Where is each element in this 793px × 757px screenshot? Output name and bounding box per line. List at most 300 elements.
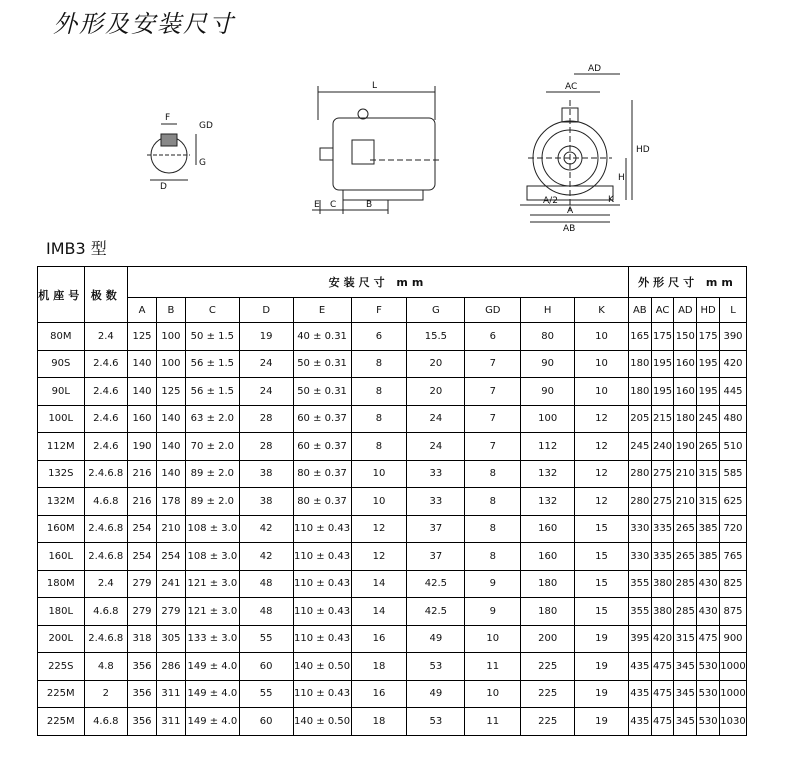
cell-hd: 530 <box>697 653 720 681</box>
cell-ab: 435 <box>628 653 651 681</box>
cell-l: 900 <box>720 625 747 653</box>
cell-hd: 385 <box>697 515 720 543</box>
cell-b: 178 <box>156 488 185 516</box>
cell-hd: 315 <box>697 460 720 488</box>
table-row <box>38 543 747 571</box>
cell-d: 60 <box>239 708 293 736</box>
cell-a: 279 <box>128 570 157 598</box>
cell-l: 585 <box>720 460 747 488</box>
table-row <box>38 515 747 543</box>
cell-h: 112 <box>521 433 575 461</box>
dimension-table <box>37 266 747 736</box>
cell-c: 108 ± 3.0 <box>185 515 239 543</box>
cell-a: 140 <box>128 378 157 406</box>
cell-l: 1030 <box>720 708 747 736</box>
cell-ad: 160 <box>674 378 697 406</box>
table-row <box>38 708 747 736</box>
cell-poles: 2.4.6.8 <box>84 460 127 488</box>
cell-e: 110 ± 0.43 <box>293 543 351 571</box>
cell-k: 19 <box>575 680 629 708</box>
table-subtitle: IMB3 型 <box>46 239 107 258</box>
motor-front-view <box>520 74 632 222</box>
cell-hd: 265 <box>697 433 720 461</box>
col-header-g: G <box>407 298 465 323</box>
cell-d: 24 <box>239 378 293 406</box>
cell-gd: 8 <box>465 543 521 571</box>
cell-frame: 180L <box>38 598 85 626</box>
cell-ad: 210 <box>674 460 697 488</box>
cell-ac: 380 <box>651 598 674 626</box>
cell-hd: 430 <box>697 598 720 626</box>
cell-k: 15 <box>575 598 629 626</box>
col-group-outline: 外形尺寸 mm <box>628 267 746 298</box>
cell-ad: 150 <box>674 323 697 351</box>
cell-frame: 160L <box>38 543 85 571</box>
cell-ad: 265 <box>674 543 697 571</box>
cell-f: 8 <box>351 350 407 378</box>
cell-gd: 7 <box>465 433 521 461</box>
cell-l: 875 <box>720 598 747 626</box>
cell-a: 318 <box>128 625 157 653</box>
cell-frame: 132M <box>38 488 85 516</box>
cell-f: 14 <box>351 570 407 598</box>
cell-l: 390 <box>720 323 747 351</box>
cell-f: 12 <box>351 515 407 543</box>
cell-e: 140 ± 0.50 <box>293 708 351 736</box>
cell-ab: 280 <box>628 488 651 516</box>
cell-ad: 180 <box>674 405 697 433</box>
cell-h: 160 <box>521 515 575 543</box>
cell-ac: 335 <box>651 515 674 543</box>
cell-l: 420 <box>720 350 747 378</box>
cell-ab: 395 <box>628 625 651 653</box>
cell-k: 15 <box>575 570 629 598</box>
cell-ab: 180 <box>628 350 651 378</box>
cell-c: 89 ± 2.0 <box>185 460 239 488</box>
cell-g: 49 <box>407 625 465 653</box>
cell-f: 14 <box>351 598 407 626</box>
cell-c: 63 ± 2.0 <box>185 405 239 433</box>
cell-d: 42 <box>239 543 293 571</box>
cell-g: 37 <box>407 515 465 543</box>
cell-d: 55 <box>239 680 293 708</box>
cell-b: 140 <box>156 405 185 433</box>
cell-e: 50 ± 0.31 <box>293 378 351 406</box>
cell-h: 225 <box>521 680 575 708</box>
col-header-a: A <box>128 298 157 323</box>
cell-g: 53 <box>407 653 465 681</box>
label-g: G <box>199 158 206 168</box>
cell-ad: 345 <box>674 708 697 736</box>
table-row <box>38 625 747 653</box>
cell-c: 50 ± 1.5 <box>185 323 239 351</box>
cell-ac: 420 <box>651 625 674 653</box>
cell-b: 140 <box>156 433 185 461</box>
label-hd: HD <box>636 145 650 155</box>
cell-poles: 2.4 <box>84 570 127 598</box>
table-row <box>38 598 747 626</box>
cell-e: 110 ± 0.43 <box>293 570 351 598</box>
dimension-table-wrapper <box>37 266 747 736</box>
cell-b: 241 <box>156 570 185 598</box>
cell-ad: 285 <box>674 570 697 598</box>
label-b: B <box>366 200 373 210</box>
cell-ac: 475 <box>651 653 674 681</box>
cell-frame: 90L <box>38 378 85 406</box>
cell-b: 140 <box>156 460 185 488</box>
cell-k: 15 <box>575 543 629 571</box>
cell-e: 140 ± 0.50 <box>293 653 351 681</box>
col-header-f: F <box>351 298 407 323</box>
cell-h: 160 <box>521 543 575 571</box>
col-header-ab: AB <box>628 298 651 323</box>
cell-b: 100 <box>156 350 185 378</box>
cell-gd: 7 <box>465 405 521 433</box>
cell-ad: 345 <box>674 680 697 708</box>
cell-k: 19 <box>575 653 629 681</box>
cell-d: 38 <box>239 488 293 516</box>
cell-a: 279 <box>128 598 157 626</box>
label-k: K <box>608 195 614 205</box>
cell-d: 48 <box>239 570 293 598</box>
cell-c: 121 ± 3.0 <box>185 598 239 626</box>
col-group-install: 安装尺寸 mm <box>128 267 629 298</box>
cell-a: 356 <box>128 708 157 736</box>
cell-frame: 225M <box>38 708 85 736</box>
col-header-h: H <box>521 298 575 323</box>
cell-f: 16 <box>351 680 407 708</box>
cell-frame: 200L <box>38 625 85 653</box>
cell-e: 40 ± 0.31 <box>293 323 351 351</box>
cell-h: 132 <box>521 460 575 488</box>
cell-e: 80 ± 0.37 <box>293 460 351 488</box>
cell-gd: 8 <box>465 488 521 516</box>
col-header-e: E <box>293 298 351 323</box>
cell-d: 28 <box>239 405 293 433</box>
cell-g: 33 <box>407 460 465 488</box>
cell-gd: 8 <box>465 460 521 488</box>
label-h: H <box>618 173 625 183</box>
col-header-ad: AD <box>674 298 697 323</box>
cell-gd: 10 <box>465 680 521 708</box>
table-row <box>38 680 747 708</box>
cell-gd: 8 <box>465 515 521 543</box>
cell-h: 132 <box>521 488 575 516</box>
cell-g: 53 <box>407 708 465 736</box>
label-d: D <box>160 182 167 192</box>
cell-hd: 195 <box>697 378 720 406</box>
cell-c: 133 ± 3.0 <box>185 625 239 653</box>
cell-h: 80 <box>521 323 575 351</box>
label-f: F <box>165 113 171 123</box>
table-row <box>38 570 747 598</box>
cell-a: 356 <box>128 680 157 708</box>
cell-h: 225 <box>521 708 575 736</box>
cell-h: 200 <box>521 625 575 653</box>
cell-ab: 165 <box>628 323 651 351</box>
table-row <box>38 405 747 433</box>
cell-gd: 7 <box>465 350 521 378</box>
cell-k: 12 <box>575 488 629 516</box>
cell-k: 10 <box>575 350 629 378</box>
cell-ad: 265 <box>674 515 697 543</box>
cell-l: 825 <box>720 570 747 598</box>
cell-ad: 190 <box>674 433 697 461</box>
cell-gd: 10 <box>465 625 521 653</box>
cell-ab: 180 <box>628 378 651 406</box>
cell-poles: 2.4 <box>84 323 127 351</box>
cell-ac: 240 <box>651 433 674 461</box>
cell-g: 42.5 <box>407 598 465 626</box>
label-l: L <box>372 81 378 91</box>
cell-e: 110 ± 0.43 <box>293 680 351 708</box>
col-header-c: C <box>185 298 239 323</box>
cell-l: 625 <box>720 488 747 516</box>
cell-frame: 132S <box>38 460 85 488</box>
cell-poles: 2 <box>84 680 127 708</box>
cell-ac: 195 <box>651 378 674 406</box>
motor-drawing <box>0 0 793 240</box>
cell-c: 70 ± 2.0 <box>185 433 239 461</box>
cell-d: 19 <box>239 323 293 351</box>
cell-e: 110 ± 0.43 <box>293 515 351 543</box>
cell-hd: 475 <box>697 625 720 653</box>
cell-f: 6 <box>351 323 407 351</box>
cell-k: 12 <box>575 433 629 461</box>
cell-frame: 160M <box>38 515 85 543</box>
cell-f: 16 <box>351 625 407 653</box>
cell-frame: 180M <box>38 570 85 598</box>
cell-h: 100 <box>521 405 575 433</box>
cell-poles: 4.8 <box>84 653 127 681</box>
cell-poles: 2.4.6.8 <box>84 515 127 543</box>
col-header-d: D <box>239 298 293 323</box>
cell-c: 56 ± 1.5 <box>185 378 239 406</box>
cell-e: 80 ± 0.37 <box>293 488 351 516</box>
cell-frame: 112M <box>38 433 85 461</box>
cell-g: 24 <box>407 433 465 461</box>
table-row <box>38 323 747 351</box>
cell-ab: 435 <box>628 708 651 736</box>
table-row <box>38 378 747 406</box>
cell-k: 10 <box>575 378 629 406</box>
cell-hd: 175 <box>697 323 720 351</box>
cell-e: 60 ± 0.37 <box>293 433 351 461</box>
cell-ac: 275 <box>651 460 674 488</box>
cell-ab: 355 <box>628 570 651 598</box>
cell-poles: 2.4.6 <box>84 350 127 378</box>
cell-g: 24 <box>407 405 465 433</box>
shaft-key-section <box>147 124 196 180</box>
col-header-hd: HD <box>697 298 720 323</box>
table-row <box>38 433 747 461</box>
cell-g: 33 <box>407 488 465 516</box>
cell-e: 50 ± 0.31 <box>293 350 351 378</box>
table-row <box>38 460 747 488</box>
label-a: A <box>567 206 574 216</box>
cell-c: 89 ± 2.0 <box>185 488 239 516</box>
cell-gd: 11 <box>465 653 521 681</box>
label-ab: AB <box>563 224 576 234</box>
page-title: 外形及安装尺寸 <box>53 10 235 38</box>
cell-g: 20 <box>407 350 465 378</box>
cell-ab: 205 <box>628 405 651 433</box>
label-a-half: A/2 <box>543 196 558 206</box>
cell-poles: 2.4.6 <box>84 378 127 406</box>
cell-poles: 2.4.6 <box>84 433 127 461</box>
cell-hd: 430 <box>697 570 720 598</box>
cell-f: 10 <box>351 460 407 488</box>
cell-a: 160 <box>128 405 157 433</box>
cell-gd: 6 <box>465 323 521 351</box>
cell-poles: 2.4.6.8 <box>84 625 127 653</box>
cell-poles: 2.4.6 <box>84 405 127 433</box>
col-header-gd: GD <box>465 298 521 323</box>
cell-a: 254 <box>128 543 157 571</box>
cell-b: 125 <box>156 378 185 406</box>
cell-ad: 345 <box>674 653 697 681</box>
cell-b: 286 <box>156 653 185 681</box>
cell-l: 1000 <box>720 680 747 708</box>
cell-frame: 80M <box>38 323 85 351</box>
cell-d: 38 <box>239 460 293 488</box>
cell-d: 42 <box>239 515 293 543</box>
col-header-b: B <box>156 298 185 323</box>
label-ac: AC <box>565 82 578 92</box>
cell-ab: 355 <box>628 598 651 626</box>
cell-f: 18 <box>351 653 407 681</box>
cell-c: 121 ± 3.0 <box>185 570 239 598</box>
cell-b: 279 <box>156 598 185 626</box>
cell-ad: 160 <box>674 350 697 378</box>
cell-g: 37 <box>407 543 465 571</box>
cell-h: 90 <box>521 350 575 378</box>
cell-h: 90 <box>521 378 575 406</box>
cell-a: 190 <box>128 433 157 461</box>
cell-gd: 11 <box>465 708 521 736</box>
cell-ac: 475 <box>651 680 674 708</box>
cell-ac: 195 <box>651 350 674 378</box>
cell-a: 356 <box>128 653 157 681</box>
cell-hd: 385 <box>697 543 720 571</box>
label-c: C <box>330 200 337 210</box>
cell-c: 108 ± 3.0 <box>185 543 239 571</box>
cell-frame: 90S <box>38 350 85 378</box>
cell-d: 55 <box>239 625 293 653</box>
cell-g: 42.5 <box>407 570 465 598</box>
cell-g: 20 <box>407 378 465 406</box>
cell-g: 15.5 <box>407 323 465 351</box>
cell-d: 24 <box>239 350 293 378</box>
cell-b: 254 <box>156 543 185 571</box>
cell-h: 180 <box>521 570 575 598</box>
cell-c: 149 ± 4.0 <box>185 653 239 681</box>
cell-e: 110 ± 0.43 <box>293 598 351 626</box>
cell-ac: 335 <box>651 543 674 571</box>
cell-k: 19 <box>575 625 629 653</box>
cell-f: 10 <box>351 488 407 516</box>
motor-side-view <box>312 86 440 214</box>
cell-d: 60 <box>239 653 293 681</box>
cell-b: 311 <box>156 708 185 736</box>
cell-a: 216 <box>128 460 157 488</box>
col-header-k: K <box>575 298 629 323</box>
cell-ac: 475 <box>651 708 674 736</box>
cell-gd: 7 <box>465 378 521 406</box>
cell-gd: 9 <box>465 598 521 626</box>
cell-hd: 195 <box>697 350 720 378</box>
cell-h: 225 <box>521 653 575 681</box>
cell-ab: 330 <box>628 543 651 571</box>
label-e: E <box>314 200 320 210</box>
cell-hd: 315 <box>697 488 720 516</box>
cell-ad: 285 <box>674 598 697 626</box>
cell-b: 311 <box>156 680 185 708</box>
cell-f: 18 <box>351 708 407 736</box>
label-ad: AD <box>588 64 602 74</box>
cell-frame: 225M <box>38 680 85 708</box>
cell-ac: 175 <box>651 323 674 351</box>
cell-poles: 4.6.8 <box>84 708 127 736</box>
cell-f: 8 <box>351 433 407 461</box>
cell-h: 180 <box>521 598 575 626</box>
cell-g: 49 <box>407 680 465 708</box>
label-gd: GD <box>199 121 213 131</box>
cell-l: 765 <box>720 543 747 571</box>
cell-l: 510 <box>720 433 747 461</box>
cell-d: 28 <box>239 433 293 461</box>
cell-gd: 9 <box>465 570 521 598</box>
cell-ac: 215 <box>651 405 674 433</box>
col-header-ac: AC <box>651 298 674 323</box>
cell-a: 140 <box>128 350 157 378</box>
table-row <box>38 488 747 516</box>
cell-ad: 210 <box>674 488 697 516</box>
cell-l: 445 <box>720 378 747 406</box>
cell-k: 19 <box>575 708 629 736</box>
cell-b: 210 <box>156 515 185 543</box>
cell-e: 110 ± 0.43 <box>293 625 351 653</box>
cell-poles: 4.6.8 <box>84 488 127 516</box>
cell-ac: 275 <box>651 488 674 516</box>
cell-a: 254 <box>128 515 157 543</box>
cell-d: 48 <box>239 598 293 626</box>
cell-f: 8 <box>351 378 407 406</box>
cell-k: 12 <box>575 460 629 488</box>
col-header-frame: 机座号 <box>38 267 85 323</box>
cell-hd: 530 <box>697 708 720 736</box>
cell-k: 15 <box>575 515 629 543</box>
cell-ab: 245 <box>628 433 651 461</box>
cell-hd: 530 <box>697 680 720 708</box>
col-header-poles: 极数 <box>84 267 127 323</box>
cell-b: 305 <box>156 625 185 653</box>
cell-a: 216 <box>128 488 157 516</box>
cell-poles: 2.4.6.8 <box>84 543 127 571</box>
cell-c: 56 ± 1.5 <box>185 350 239 378</box>
cell-frame: 225S <box>38 653 85 681</box>
cell-ad: 315 <box>674 625 697 653</box>
cell-e: 60 ± 0.37 <box>293 405 351 433</box>
cell-c: 149 ± 4.0 <box>185 680 239 708</box>
cell-ab: 280 <box>628 460 651 488</box>
col-header-l: L <box>720 298 747 323</box>
cell-a: 125 <box>128 323 157 351</box>
cell-poles: 4.6.8 <box>84 598 127 626</box>
cell-ab: 330 <box>628 515 651 543</box>
cell-f: 8 <box>351 405 407 433</box>
cell-b: 100 <box>156 323 185 351</box>
